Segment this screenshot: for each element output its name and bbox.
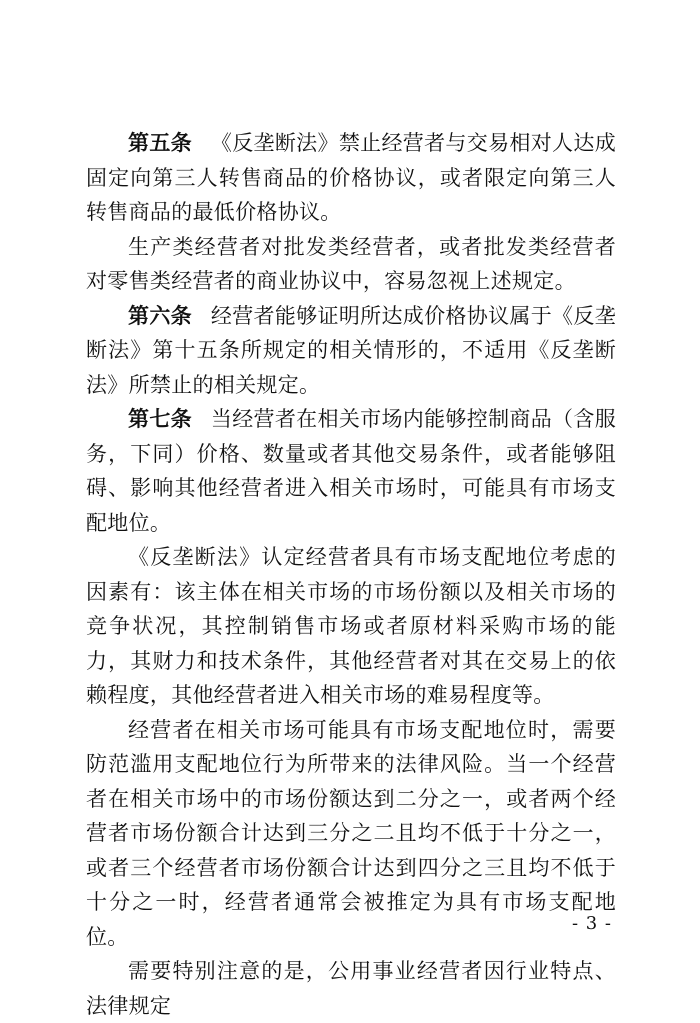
document-body bbox=[86, 126, 616, 1023]
article-5-text: 《反垄断法》禁止经营者与交易相对人达成固定向第三人转售商品的价格协议，或者限定向第三人转售商品的最低价格协议。 bbox=[86, 131, 617, 224]
dominance-factors-text: 《反垄断法》认定经营者具有市场支配地位考虑的因素有：该主体在相关市场的市场份额以及相关市场的竞争状况，其控制销售市场或者原材料采购市场的能力，其财力和技术条件，其他经营者对其在交易上的依赖程度，其他经营者进入相关市场的难易程度等。 bbox=[86, 545, 616, 707]
page-number: - 3 - bbox=[571, 913, 612, 934]
article-6-text: 经营者能够证明所达成价格协议属于《反垄断法》第十五条所规定的相关情形的，不适用《反垄断法》所禁止的相关规定。 bbox=[86, 303, 617, 397]
paragraph-special-note bbox=[86, 954, 616, 1023]
article-5-note-text: 生产类经营者对批发类经营者，或者批发类经营者对零售类经营者的商业协议中，容易忽视上述规定。 bbox=[86, 234, 616, 293]
article-7-heading: 第七条 bbox=[128, 406, 192, 431]
paragraph-article-5-note bbox=[86, 230, 616, 299]
paragraph-dominance-factors bbox=[86, 540, 616, 713]
special-note-text: 需要特别注意的是，公用事业经营者因行业特点、法律规定 bbox=[86, 959, 616, 1018]
paragraph-dominance-risk bbox=[86, 713, 616, 955]
paragraph-article-5 bbox=[86, 126, 616, 230]
paragraph-article-7 bbox=[86, 402, 616, 540]
dominance-risk-text: 经营者在相关市场可能具有市场支配地位时，需要防范滥用支配地位行为所带来的法律风险。当一个经营者在相关市场中的市场份额达到二分之一，或者两个经营者市场份额合计达到三分之二且均不低于十分之一，或者三个经营者市场份额合计达到四分之三且均不低于十分之一时，经营者通常会被推定为具有市场支配地位。 bbox=[86, 717, 616, 949]
article-7-text: 当经营者在相关市场内能够控制商品（含服务，下同）价格、数量或者其他交易条件，或者能够阻碍、影响其他经营者进入相关市场时，可能具有市场支配地位。 bbox=[86, 407, 617, 535]
article-5-heading: 第五条 bbox=[128, 130, 192, 155]
article-6-heading: 第六条 bbox=[128, 302, 192, 328]
paragraph-article-6 bbox=[86, 299, 616, 403]
